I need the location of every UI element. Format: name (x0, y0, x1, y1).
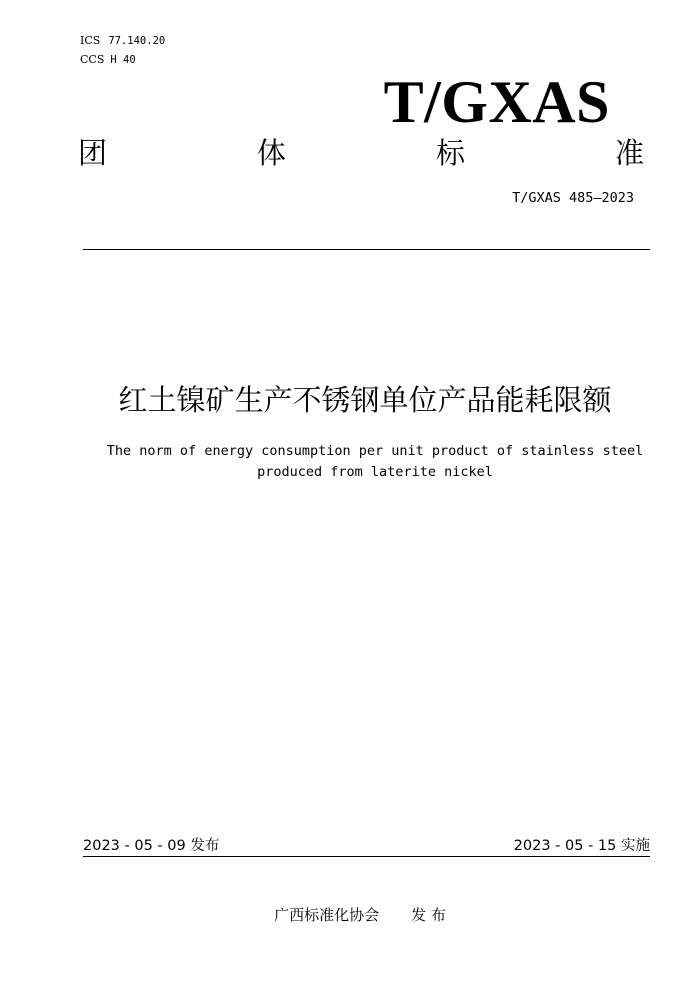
standard-logo: T/GXAS (383, 69, 610, 135)
standard-type-char: 体 (256, 136, 286, 170)
ics-value: 77.140.20 (108, 35, 166, 47)
standard-type (78, 133, 644, 173)
ics-code (80, 34, 165, 48)
standard-type-char: 标 (435, 136, 465, 170)
document-title-cn: 红土镍矿生产不锈钢单位产品能耗限额 (118, 383, 612, 417)
footer-divider (83, 856, 650, 857)
ics-label: ICS (80, 34, 101, 47)
document-title-en (60, 441, 690, 483)
implement-date: 2023 - 05 - 15 实施 (513, 838, 650, 854)
ccs-code (80, 53, 136, 67)
header-divider (83, 249, 650, 250)
standard-type-char: 准 (614, 136, 644, 170)
ccs-label: CCS (80, 53, 105, 66)
issuer-action: 发 布 (411, 906, 446, 924)
standard-type-char: 团 (78, 136, 108, 170)
document-title-en-line: produced from laterite nickel (257, 464, 493, 480)
issuer-name: 广西标准化协会 (274, 906, 380, 924)
publish-date: 2023 - 05 - 09 发布 (83, 838, 220, 854)
standard-number: T/GXAS 485—2023 (512, 190, 634, 206)
issuer (0, 904, 700, 925)
ccs-value: H 40 (110, 54, 136, 66)
document-title-en-line: The norm of energy consumption per unit product of stainless steel (106, 443, 644, 459)
